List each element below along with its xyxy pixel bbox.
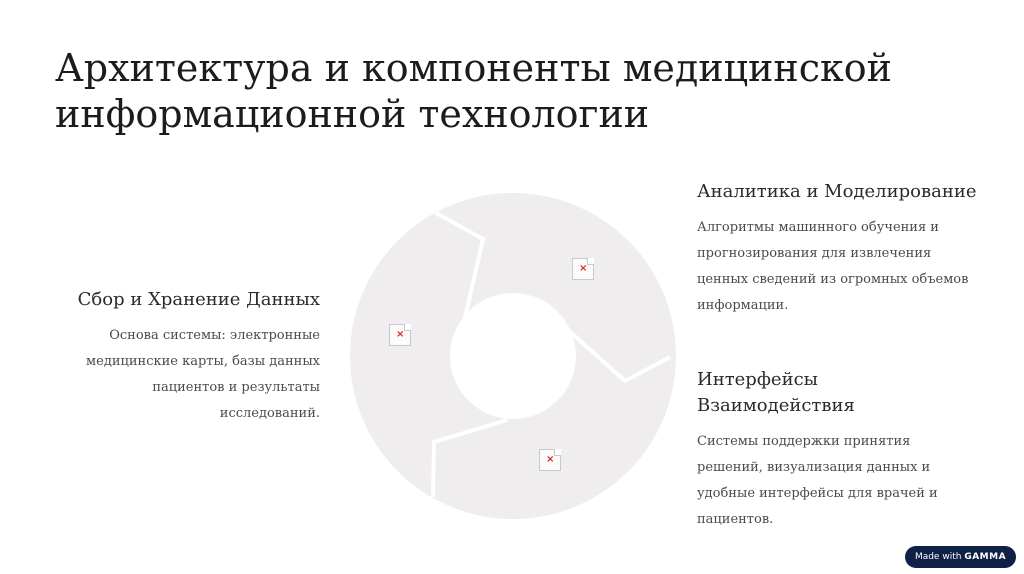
section-interfaces [697, 367, 977, 533]
broken-image-icon: × [389, 324, 411, 346]
broken-image-icon: × [572, 258, 594, 280]
section-text: Основа системы: электронные медицинские карты, базы данных пациентов и результаты исследований. [86, 328, 320, 421]
title-line-1: Архитектура и компоненты медицинской [55, 46, 892, 90]
section-text: Алгоритмы машинного обучения и прогнозирования для извлечения ценных сведений из огромных объемов информации. [697, 220, 969, 313]
section-heading: Сбор и Хранение Данных [77, 289, 320, 310]
badge-prefix: Made with [914, 552, 962, 562]
section-heading: Аналитика и Моделирование [697, 181, 977, 202]
cycle-ring-diagram [350, 193, 676, 519]
broken-image-icon: × [539, 449, 561, 471]
section-text: Системы поддержки принятия решений, визуализация данных и удобные интерфейсы для врачей и пациентов. [697, 434, 938, 527]
made-with-gamma-badge[interactable] [905, 546, 1016, 568]
section-analytics [697, 179, 977, 319]
page-title [55, 45, 955, 137]
section-data-collection [60, 287, 320, 427]
badge-brand: GAMMA [964, 552, 1007, 562]
title-line-2: информационной технологии [55, 92, 650, 136]
section-heading: Интерфейсы Взаимодействия [697, 369, 855, 416]
